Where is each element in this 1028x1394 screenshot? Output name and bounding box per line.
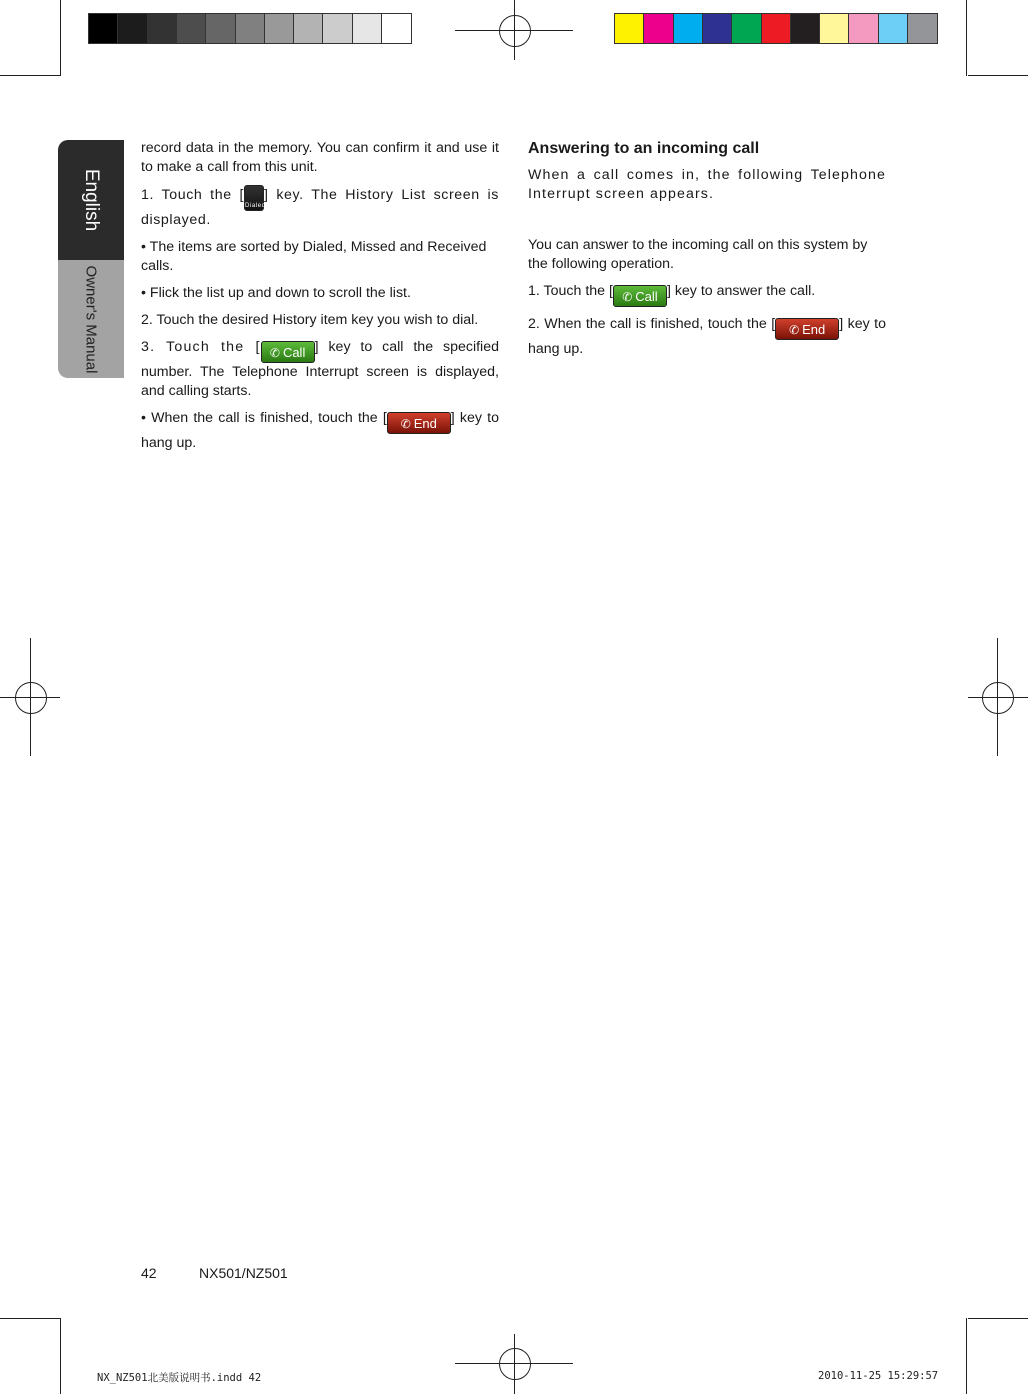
color-swatch <box>323 14 352 43</box>
color-swatch <box>294 14 323 43</box>
paragraph: 1. Touch the [ ✆ Call ] key to answer the call. <box>528 282 886 307</box>
color-swatch <box>732 14 761 43</box>
paragraph: 2. When the call is finished, touch the [ ✆ End ] key to hang up. <box>528 316 886 357</box>
color-swatch <box>382 14 411 43</box>
model-name: NX501/NZ501 <box>199 1265 288 1281</box>
color-swatch <box>177 14 206 43</box>
color-swatch <box>206 14 235 43</box>
phone-icon: ✆ <box>622 290 633 304</box>
registration-circle <box>15 682 47 714</box>
manual-tab <box>58 260 124 378</box>
print-slug-file: NX_NZ501北美版说明书.indd 42 <box>97 1372 262 1384</box>
color-swatch <box>703 14 732 43</box>
call-key: ✆ Call <box>261 341 315 363</box>
end-key: ✆ End <box>387 412 451 434</box>
registration-circle <box>499 1348 531 1380</box>
crop-mark <box>968 1318 1028 1319</box>
color-swatch <box>236 14 265 43</box>
hang-up-icon: ✆ <box>400 417 411 431</box>
color-swatch <box>879 14 908 43</box>
paragraph: 3. Touch the [ ✆ Call ] key to call the specified number. The Telephone Interrupt screen is displayed, and calling starts. <box>141 339 499 399</box>
call-key: ✆ Call <box>613 285 667 307</box>
color-swatch <box>118 14 147 43</box>
right-column <box>528 139 886 367</box>
crop-mark <box>966 0 967 76</box>
page-number: 42 <box>141 1265 157 1281</box>
paragraph: record data in the memory. You can confirm it and use it to make a call from this unit. <box>141 140 499 175</box>
end-key: ✆ End <box>775 318 839 340</box>
paragraph: When a call comes in, the following Telephone Interrupt screen appears. <box>528 167 886 202</box>
section-heading: Answering to an incoming call <box>528 140 760 157</box>
paragraph: • When the call is finished, touch the [ ✆ End ] key to hang up. <box>141 410 499 451</box>
color-swatch <box>265 14 294 43</box>
crop-mark <box>0 1318 60 1319</box>
color-swatch <box>762 14 791 43</box>
crop-mark <box>60 0 61 76</box>
color-swatch <box>89 14 118 43</box>
color-swatch <box>820 14 849 43</box>
paragraph: 2. Touch the desired History item key you wish to dial. <box>141 312 479 328</box>
manual-tab-label: Owner's Manual <box>82 265 100 373</box>
color-swatch <box>849 14 878 43</box>
color-swatch <box>674 14 703 43</box>
paragraph: • The items are sorted by Dialed, Missed and Received calls. <box>141 239 487 274</box>
crop-mark <box>966 1318 967 1394</box>
color-swatch <box>791 14 820 43</box>
color-swatch <box>644 14 673 43</box>
language-tab-label: English <box>80 168 102 232</box>
paragraph: • Flick the list up and down to scroll the list. <box>141 285 411 301</box>
phone-icon: ✆ <box>269 346 280 360</box>
color-swatch <box>353 14 382 43</box>
print-slug-timestamp: 2010-11-25 15:29:57 <box>818 1370 939 1382</box>
paragraph: You can answer to the incoming call on this system by the following operation. <box>528 237 868 272</box>
color-swatch <box>908 14 937 43</box>
crop-mark <box>968 75 1028 76</box>
dialed-key: Dialed <box>244 185 264 211</box>
color-swatch <box>615 14 644 43</box>
crop-mark <box>60 1318 61 1394</box>
paragraph: 1. Touch the [Dialed] key. The History List screen is displayed. <box>141 187 499 228</box>
color-swatch <box>148 14 177 43</box>
left-column <box>141 139 499 461</box>
crop-mark <box>0 75 60 76</box>
registration-circle <box>499 15 531 47</box>
registration-circle <box>982 682 1014 714</box>
hang-up-icon: ✆ <box>789 323 800 337</box>
language-tab <box>58 140 124 260</box>
